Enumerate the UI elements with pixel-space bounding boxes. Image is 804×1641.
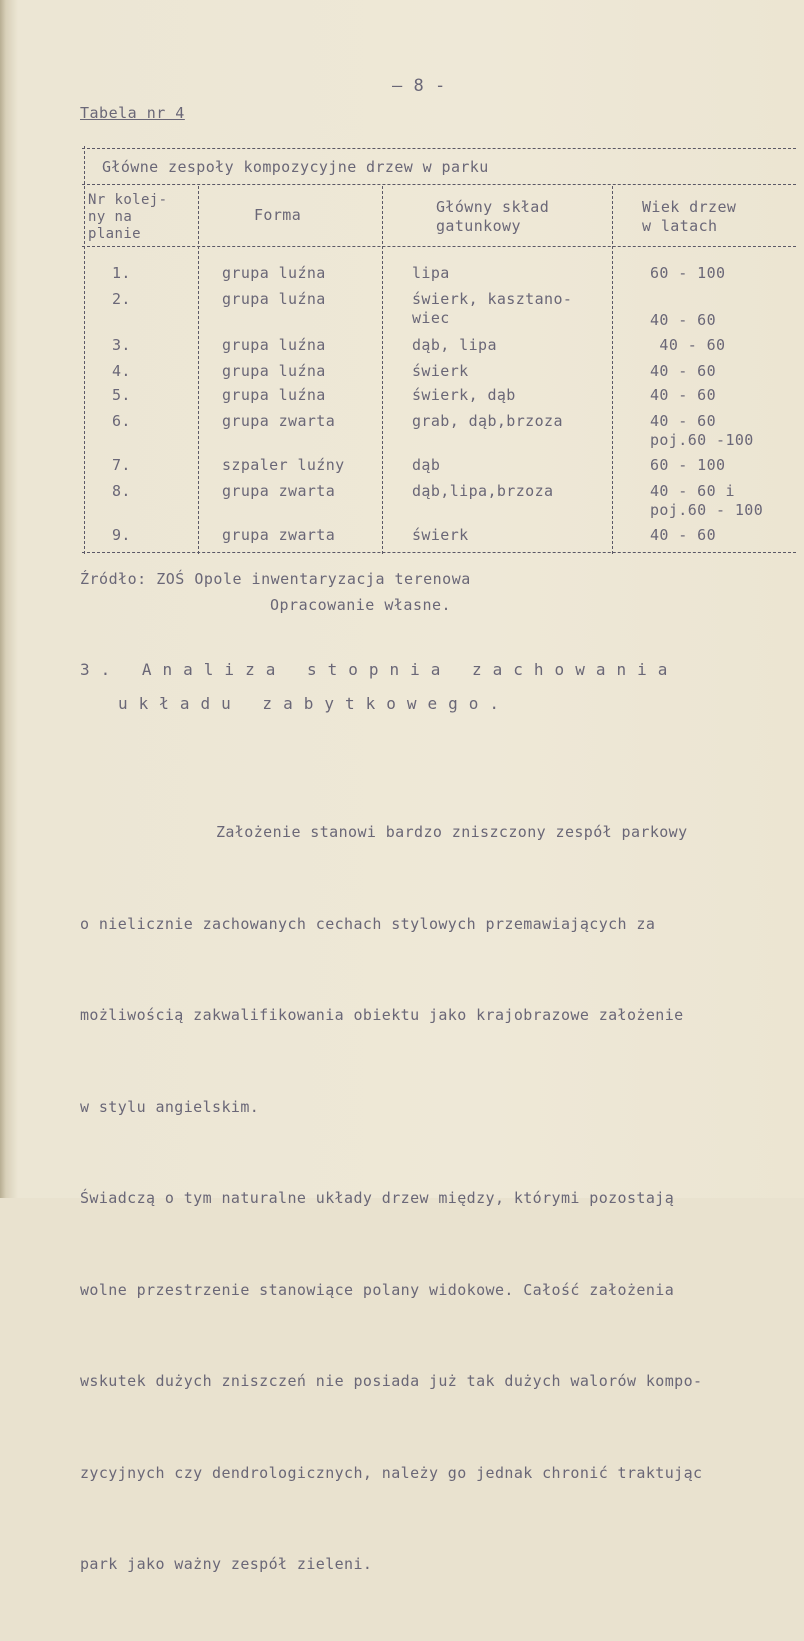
header-species: Główny skład gatunkowy	[436, 198, 550, 235]
col-divider-3	[612, 186, 613, 554]
row-species: dąb,lipa,brzoza	[412, 482, 554, 500]
section-heading: 3. Analiza stopnia zachowania	[80, 660, 679, 679]
row-form: grupa luźna	[222, 386, 326, 404]
row-num: 6.	[112, 412, 131, 430]
row-form: grupa luźna	[222, 290, 326, 308]
row-age: 60 - 100	[650, 456, 726, 474]
row-num: 2.	[112, 290, 131, 308]
row-form: grupa zwarta	[222, 482, 336, 500]
row-form: grupa luźna	[222, 362, 326, 380]
header-form: Forma	[254, 206, 302, 224]
header-age: Wiek drzew w latach	[642, 198, 737, 235]
table-border-bottom	[82, 552, 796, 553]
row-species: lipa	[412, 264, 450, 282]
row-form: grupa zwarta	[222, 526, 336, 544]
page-number: — 8 -	[392, 76, 446, 96]
row-age: 40 - 60 i poj.60 - 100	[650, 482, 764, 519]
header-num: Nr kolej- ny na planie	[88, 192, 168, 242]
row-species: grab, dąb,brzoza	[412, 412, 563, 430]
col-divider-1	[198, 186, 199, 554]
paragraph-line: wolne przestrzenie stanowiące polany widokowe. Całość założenia	[80, 1280, 675, 1299]
paragraph-line: wskutek dużych zniszczeń nie posiada już tak dużych walorów kompo-	[80, 1372, 703, 1390]
row-num: 4.	[112, 362, 131, 380]
paragraph-line: Założenie stanowi bardzo zniszczony zespół parkowy	[216, 823, 688, 841]
row-species: świerk	[412, 526, 469, 544]
source-note-2: Opracowanie własne.	[270, 596, 452, 614]
table-border-left	[84, 146, 85, 554]
row-num: 9.	[112, 526, 131, 544]
table-caption: Główne zespoły kompozycyjne drzew w parku	[102, 158, 489, 176]
row-age: 40 - 60	[650, 336, 726, 354]
row-num: 3.	[112, 336, 131, 354]
row-age: 40 - 60	[650, 526, 717, 544]
row-num: 1.	[112, 264, 131, 282]
row-species: świerk, dąb	[412, 386, 516, 404]
body-paragraph	[80, 756, 795, 1641]
row-age: 60 - 100	[650, 264, 726, 282]
paragraph-line: o nielicznie zachowanych cechach stylowych przemawiających za	[80, 914, 656, 933]
table-header-rule	[82, 246, 796, 247]
paragraph-line: w stylu angielskim.	[80, 1097, 260, 1116]
row-num: 7.	[112, 456, 131, 474]
row-form: szpaler luźny	[222, 456, 345, 474]
paragraph-line: zycyjnych czy dendrologicznych, należy go jednak chronić traktując	[80, 1463, 703, 1482]
row-age: 40 - 60 poj.60 -100	[650, 412, 754, 449]
row-form: grupa luźna	[222, 336, 326, 354]
row-species: dąb	[412, 456, 441, 474]
paragraph-line: Świadczą o tym naturalne układy drzew między, którymi pozostają	[80, 1189, 675, 1207]
paragraph-line: park jako ważny zespół zieleni.	[80, 1555, 373, 1573]
row-age: 40 - 60	[650, 386, 717, 404]
source-note: Źródło: ZOŚ Opole inwentaryzacja terenowa	[80, 570, 471, 588]
table-border-top	[82, 148, 796, 149]
row-num: 8.	[112, 482, 131, 500]
section-heading-2: układu zabytkowego.	[118, 694, 511, 713]
row-num: 5.	[112, 386, 131, 404]
row-age: 40 - 60	[650, 362, 717, 380]
row-form: grupa zwarta	[222, 412, 336, 430]
row-age: 40 - 60	[650, 311, 717, 329]
paragraph-line: możliwością zakwalifikowania obiektu jako krajobrazowe założenie	[80, 1006, 684, 1024]
table-caption-rule	[82, 184, 796, 185]
table-title: Tabela nr 4	[80, 104, 185, 122]
species-table	[82, 146, 796, 554]
row-species: świerk	[412, 362, 469, 380]
row-species: świerk, kasztano- wiec	[412, 290, 573, 327]
row-species: dąb, lipa	[412, 336, 497, 354]
col-divider-2	[382, 186, 383, 554]
row-form: grupa luźna	[222, 264, 326, 282]
